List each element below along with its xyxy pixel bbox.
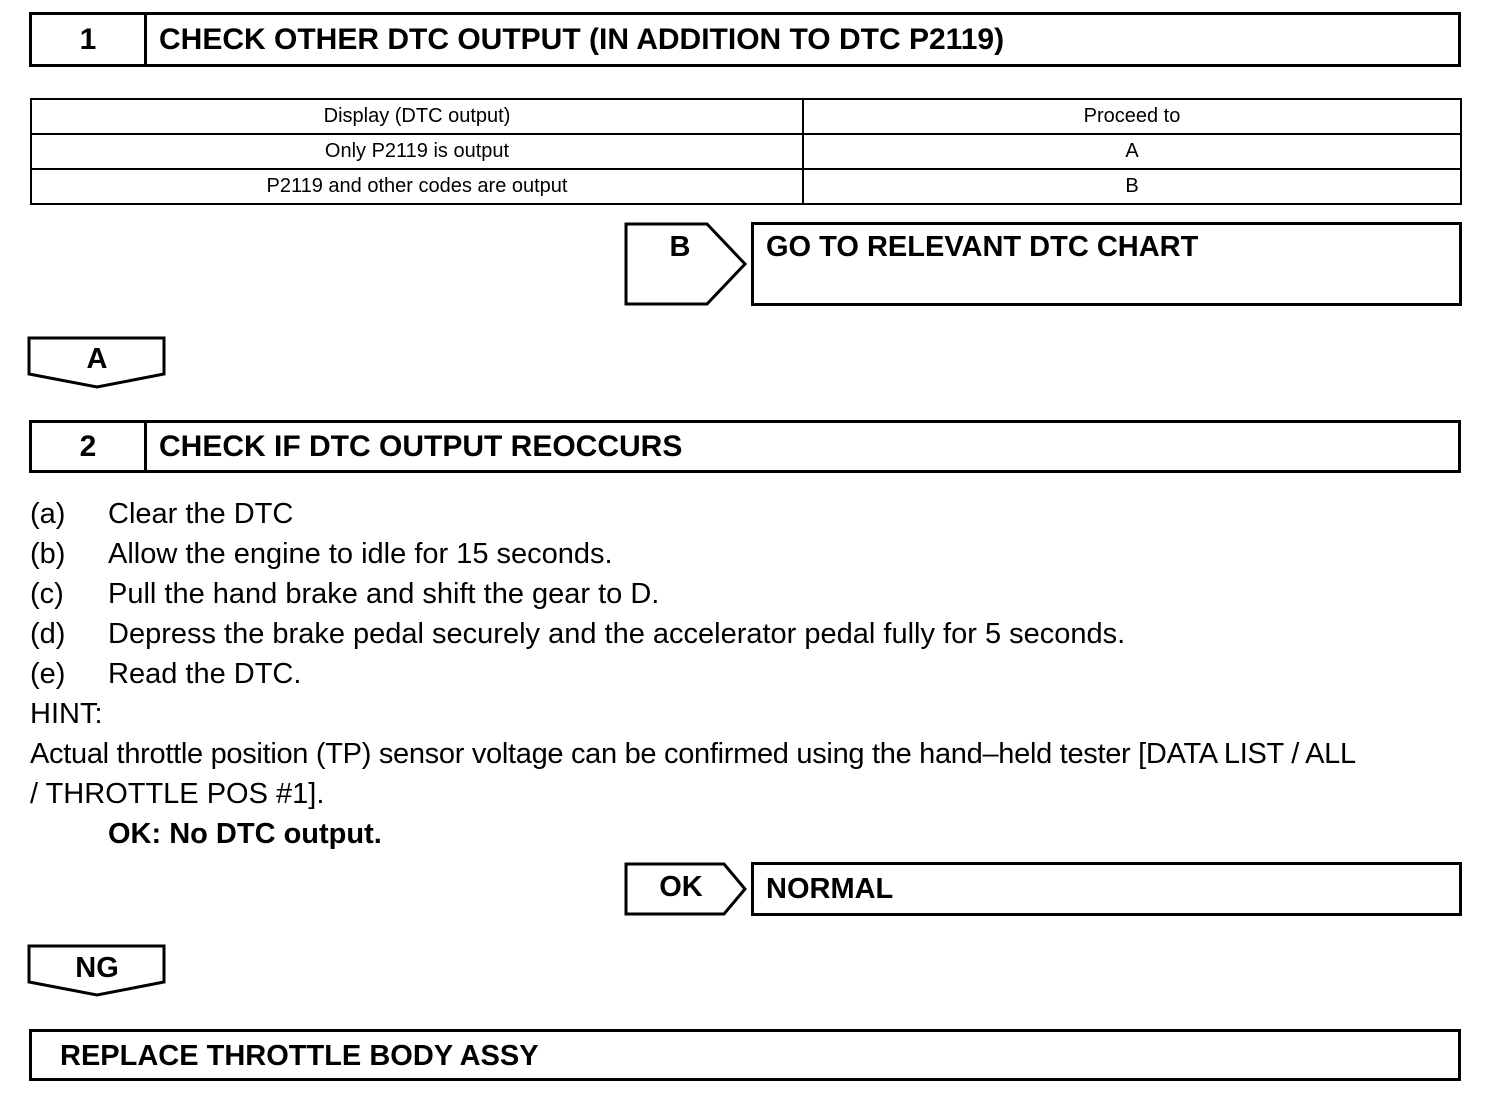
ok-condition: OK: No DTC output. <box>108 818 382 850</box>
branch-ok-label: OK <box>659 871 703 903</box>
table-cell: B <box>803 169 1461 204</box>
step-number: 1 <box>32 15 147 64</box>
branch-a-label: A <box>86 343 108 375</box>
item-text: Allow the engine to idle for 15 seconds. <box>108 538 613 570</box>
step-2-header <box>29 420 1461 473</box>
procedure-list <box>30 498 1470 858</box>
hint-text-line: Actual throttle position (TP) sensor voltage can be confirmed using the hand–held tester [DATA LIST / ALL <box>30 738 1356 770</box>
item-text: Read the DTC. <box>108 658 302 690</box>
hint-text-line: / THROTTLE POS #1]. <box>30 778 325 810</box>
step-title: CHECK IF DTC OUTPUT REOCCURS <box>159 429 683 463</box>
item-label: (e) <box>30 658 66 690</box>
table-row <box>31 134 1461 169</box>
branch-b-result: GO TO RELEVANT DTC CHART <box>751 222 1462 306</box>
list-item <box>30 538 1470 578</box>
table-cell: P2119 and other codes are output <box>31 169 803 204</box>
branch-ok-result: NORMAL <box>751 862 1462 916</box>
list-item <box>30 498 1470 538</box>
item-label: (c) <box>30 578 64 610</box>
table-header: Proceed to <box>803 99 1461 134</box>
step-1-header <box>29 12 1461 67</box>
table-cell: Only P2119 is output <box>31 134 803 169</box>
step-number: 2 <box>32 423 147 470</box>
final-step-box: REPLACE THROTTLE BODY ASSY <box>29 1029 1461 1081</box>
table-header: Display (DTC output) <box>31 99 803 134</box>
table-header-row <box>31 99 1461 134</box>
dtc-output-table <box>30 98 1462 205</box>
table-cell: A <box>803 134 1461 169</box>
item-label: (d) <box>30 618 66 650</box>
list-item <box>30 618 1470 658</box>
list-item <box>30 658 1470 698</box>
branch-ng-label: NG <box>75 952 119 984</box>
branch-b-label: B <box>669 231 691 263</box>
table-row <box>31 169 1461 204</box>
item-text: Pull the hand brake and shift the gear to D. <box>108 578 660 610</box>
list-item <box>30 578 1470 618</box>
hint-label: HINT: <box>30 698 103 730</box>
step-title: CHECK OTHER DTC OUTPUT (IN ADDITION TO DTC P2119) <box>159 22 1005 56</box>
item-label: (a) <box>30 498 66 530</box>
item-text: Clear the DTC <box>108 498 294 530</box>
item-label: (b) <box>30 538 66 570</box>
item-text: Depress the brake pedal securely and the accelerator pedal fully for 5 seconds. <box>108 618 1126 650</box>
